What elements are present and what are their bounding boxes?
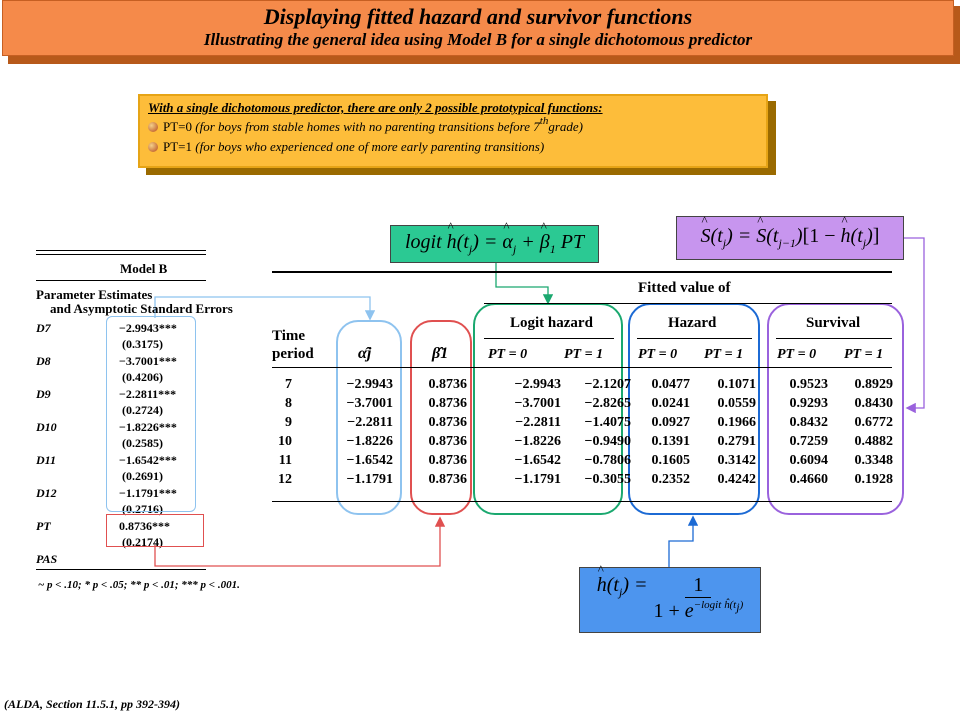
alpha-header: α̂j [358, 345, 372, 362]
fitted-group-header: Fitted value of [638, 280, 731, 296]
logit-pt0-cell: −2.9943 [514, 377, 561, 392]
parameter-label: D7 [36, 321, 51, 335]
table-top-rule [272, 271, 892, 273]
hazard-pt1-cell: 0.0559 [717, 396, 756, 411]
hazard-pt0-header: PT = 0 [638, 347, 678, 362]
hazard-pt0-cell: 0.0477 [651, 377, 690, 392]
logit-pt0-cell: −1.6542 [514, 453, 561, 468]
logit-pt0-cell: −1.1791 [514, 472, 561, 487]
hazard-pt0-cell: 0.0927 [651, 415, 690, 430]
parameter-standard-error: (0.2174) [122, 535, 163, 549]
beta-value-cell: 0.8736 [428, 472, 467, 487]
hazard-pt0-cell: 0.2352 [651, 472, 690, 487]
hazard-header: Hazard [668, 315, 717, 331]
logit-pt1-cell: −0.3055 [584, 472, 631, 487]
hazard-pt1-cell: 0.1071 [717, 377, 756, 392]
info-heading: With a single dichotomous predictor, there are only 2 possible prototypical functions: [148, 100, 603, 115]
bullet-note: (for boys from stable homes with no parenting transitions before 7 [195, 119, 540, 134]
survival-pt1-cell: 0.3348 [854, 453, 893, 468]
beta-value-cell: 0.8736 [428, 377, 467, 392]
slide-title: Displaying fitted hazard and survivor functions [263, 4, 693, 29]
parameter-estimate: −3.7001*** [119, 354, 177, 368]
survival-pt0-cell: 0.9523 [789, 377, 828, 392]
parameter-label: D11 [36, 453, 57, 467]
parameter-estimate: −2.2811*** [119, 387, 177, 401]
hazard-pt1-cell: 0.3142 [717, 453, 756, 468]
bullet-label: PT=0 [163, 119, 193, 134]
source-reference: (ALDA, Section 11.5.1, pp 392-394) [4, 697, 180, 711]
parameter-standard-error: (0.2716) [122, 502, 163, 516]
survival-pt0-cell: 0.8432 [789, 415, 828, 430]
hazard-pt0-cell: 0.1391 [651, 434, 690, 449]
time-period-cell: 8 [285, 396, 292, 411]
beta-header: β̂1 [432, 345, 449, 362]
parameter-label: D9 [36, 387, 51, 401]
parameter-label: PAS [36, 552, 58, 566]
hazard-pt1-header: PT = 1 [704, 347, 744, 362]
table-rule [484, 303, 892, 304]
section-header: Parameter Estimates [36, 287, 153, 302]
alpha-value-cell: −3.7001 [346, 396, 393, 411]
alpha-value-cell: −2.9943 [346, 377, 393, 392]
logit-pt1-header: PT = 1 [564, 347, 604, 362]
logit-formula: logit ^ $h(t_j)$ = ^ $\alpha_j$ + ^ $\beta_1$ PT [405, 231, 584, 257]
hazard-pt0-cell: 0.1605 [651, 453, 690, 468]
survival-pt0-cell: 0.9293 [789, 396, 828, 411]
parameter-label: D10 [36, 420, 57, 434]
parameter-label: D8 [36, 354, 51, 368]
time-period-cell: 7 [285, 377, 292, 392]
survival-formula: ^ $S(t_j)$ = ^ $S(t_{j-1})[1$ − ^ $h(t_j)$] [701, 225, 880, 251]
time-period-cell: 10 [278, 434, 292, 449]
model-header: Model B [120, 261, 168, 276]
time-period-cell: 12 [278, 472, 292, 487]
survival-pt1-cell: 0.4882 [854, 434, 893, 449]
survival-pt0-cell: 0.4660 [789, 472, 828, 487]
alpha-value-cell: −1.1791 [346, 472, 393, 487]
parameter-standard-error: (0.2724) [122, 403, 163, 417]
table-rule [272, 367, 892, 368]
period-header: period [272, 346, 314, 362]
time-period-cell: 9 [285, 415, 292, 430]
survival-pt1-cell: 0.1928 [854, 472, 893, 487]
logit-pt1-cell: −2.8265 [584, 396, 631, 411]
logit-pt0-cell: −2.2811 [515, 415, 561, 430]
survival-pt1-cell: 0.8929 [854, 377, 893, 392]
hazard-pt1-cell: 0.1966 [717, 415, 756, 430]
parameter-estimate: −1.6542*** [119, 453, 177, 467]
time-period-cell: 11 [278, 453, 292, 468]
section-header: and Asymptotic Standard Errors [50, 301, 233, 316]
beta-value-cell: 0.8736 [428, 434, 467, 449]
parameter-estimate: 0.8736*** [119, 519, 170, 533]
table-rule [484, 338, 614, 339]
logit-pt1-cell: −0.7806 [584, 453, 631, 468]
alpha-value-cell: −2.2811 [347, 415, 393, 430]
table-rule [637, 338, 752, 339]
slide-subtitle: Illustrating the general idea using Model B for a single dichotomous predictor [203, 30, 753, 49]
hazard-pt1-cell: 0.4242 [717, 472, 756, 487]
parameter-standard-error: (0.2691) [122, 469, 163, 483]
pt-estimate-box [106, 514, 204, 547]
hazard-pt0-cell: 0.0241 [651, 396, 690, 411]
parameter-standard-error: (0.2585) [122, 436, 163, 450]
survival-header: Survival [806, 315, 861, 331]
logit-pt1-cell: −0.9490 [584, 434, 631, 449]
survival-pt0-cell: 0.6094 [789, 453, 828, 468]
time-header: Time [272, 328, 306, 344]
survival-pt1-header: PT = 1 [844, 347, 884, 362]
bullet-note-tail: grade) [548, 119, 583, 134]
alpha-value-cell: −1.6542 [346, 453, 393, 468]
parameter-label: D12 [36, 486, 57, 500]
logit-pt1-cell: −2.1207 [584, 377, 631, 392]
bullet-label: PT=1 [163, 139, 193, 154]
bullet-note: (for boys who experienced one of more early parenting transitions) [195, 139, 545, 154]
survival-pt1-cell: 0.8430 [854, 396, 893, 411]
table-bottom-rule [272, 501, 892, 502]
parameter-estimate: −1.1791*** [119, 486, 177, 500]
logit-pt0-cell: −1.8226 [514, 434, 561, 449]
hazard-pt1-cell: 0.2791 [717, 434, 756, 449]
significance-footnote: ~ p < .10; * p < .05; ** p < .01; *** p < .001. [38, 579, 240, 591]
logit-pt0-cell: −3.7001 [514, 396, 561, 411]
logit-pt0-header: PT = 0 [488, 347, 528, 362]
parameter-estimate: −1.8226*** [119, 420, 177, 434]
survival-pt1-cell: 0.6772 [854, 415, 893, 430]
beta-value-cell: 0.8736 [428, 396, 467, 411]
hazard-formula: ^ $h(t_j)$ = $\frac{1}{1 + e^{-logit ĥ(t_j)}}$ [597, 573, 743, 626]
survival-pt0-cell: 0.7259 [789, 434, 828, 449]
bullet-superscript: th [539, 115, 549, 127]
alpha-value-cell: −1.8226 [346, 434, 393, 449]
alpha-estimates-box [106, 316, 196, 512]
beta-value-cell: 0.8736 [428, 453, 467, 468]
parameter-standard-error: (0.4206) [122, 370, 163, 384]
logit-pt1-cell: −1.4075 [584, 415, 631, 430]
survival-pt0-header: PT = 0 [777, 347, 817, 362]
parameter-standard-error: (0.3175) [122, 337, 163, 351]
table-rule [776, 338, 892, 339]
parameter-label: PT [36, 519, 51, 533]
beta-value-cell: 0.8736 [428, 415, 467, 430]
logit-hazard-header: Logit hazard [510, 315, 593, 331]
parameter-estimate: −2.9943*** [119, 321, 177, 335]
